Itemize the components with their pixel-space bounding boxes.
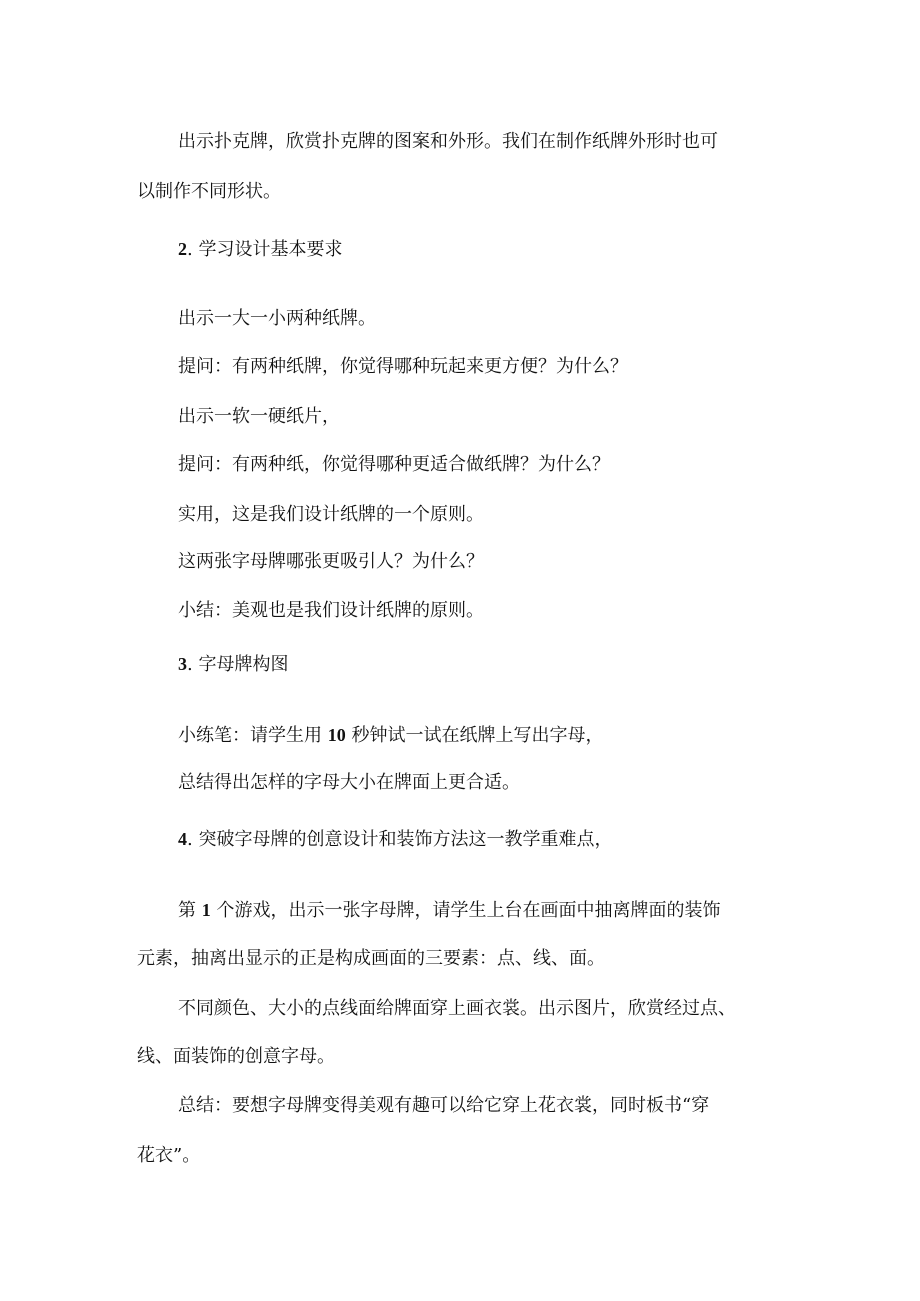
paragraph-line: 实用，这是我们设计纸牌的一个原则。 (178, 504, 484, 525)
paragraph-line: 花衣”。 (137, 1145, 201, 1166)
paragraph-line (0, 898, 920, 923)
paragraph-line: 这两张字母牌哪张更吸引人？为什么？ (178, 551, 484, 572)
text-run: 个游戏，出示一张字母牌，请学生上台在画面中抽离牌面的装饰 (210, 900, 721, 921)
paragraph-line: 以制作不同形状。 (137, 181, 281, 202)
paragraph-line: 总结：要想字母牌变得美观有趣可以给它穿上花衣裳，同时板书“穿 (178, 1095, 710, 1116)
number-run: 10 (327, 725, 346, 745)
heading-number: 4 (178, 829, 187, 849)
paragraph-line: 不同颜色、大小的点线面给牌面穿上画衣裳。出示图片，欣赏经过点、 (178, 998, 736, 1019)
section-heading-2 (0, 237, 920, 262)
heading-number: 2 (178, 239, 187, 259)
paragraph-line: 小结：美观也是我们设计纸牌的原则。 (178, 600, 484, 621)
paragraph-line: 出示一大一小两种纸牌。 (178, 308, 376, 329)
text-run: 第 (178, 900, 202, 921)
text-run: 小练笔：请学生用 (178, 725, 328, 746)
section-heading-4 (0, 827, 920, 852)
heading-text: . 字母牌构图 (187, 654, 289, 675)
paragraph-line: 元素，抽离出显示的正是构成画面的三要素：点、线、面。 (137, 948, 605, 969)
paragraph-line: 出示一软一硬纸片， (178, 406, 340, 427)
paragraph-line: 提问：有两种纸，你觉得哪种更适合做纸牌？为什么？ (178, 454, 610, 475)
section-heading-3 (0, 652, 920, 677)
paragraph-line: 线、面装饰的创意字母。 (137, 1046, 335, 1067)
heading-text: . 学习设计基本要求 (187, 239, 343, 260)
paragraph-line: 总结得出怎样的字母大小在牌面上更合适。 (178, 772, 520, 793)
paragraph-line: 出示扑克牌，欣赏扑克牌的图案和外形。我们在制作纸牌外形时也可 (178, 131, 718, 152)
text-run: 秒钟试一试在纸牌上写出字母， (345, 725, 604, 746)
paragraph-line (0, 723, 920, 748)
paragraph-line: 提问：有两种纸牌，你觉得哪种玩起来更方便？为什么？ (178, 356, 628, 377)
heading-text: . 突破字母牌的创意设计和装饰方法这一教学重难点， (187, 829, 613, 850)
number-run: 1 (201, 900, 211, 920)
heading-number: 3 (178, 654, 187, 674)
